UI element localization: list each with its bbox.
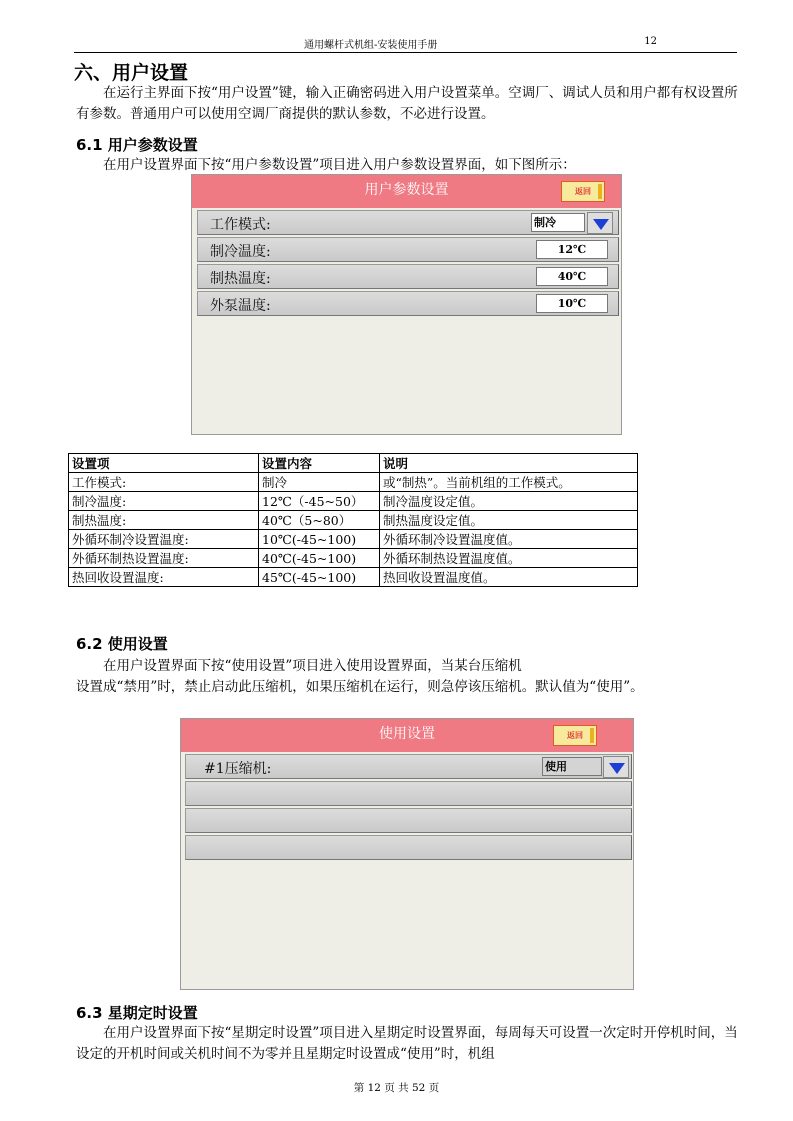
user-param-panel-title: 用户参数设置	[364, 182, 449, 198]
param-row-pump-temp	[197, 291, 619, 316]
table-cell: 制冷	[259, 473, 380, 492]
param-label: 外泵温度:	[210, 298, 271, 314]
table-row	[69, 530, 638, 549]
heat-temp-input[interactable]: 40℃	[536, 267, 608, 286]
table-cell: 或“制热”。当前机组的工作模式。	[380, 473, 638, 492]
table-cell: 热回收设置温度:	[69, 568, 259, 587]
table-cell: 10℃(-45~100)	[259, 530, 380, 549]
usage-row-empty	[185, 808, 632, 833]
table-cell: 制冷温度:	[69, 492, 259, 511]
table-cell: 外循环制热设置温度:	[69, 549, 259, 568]
usage-row-empty	[185, 781, 632, 806]
return-button[interactable]: 返回	[553, 725, 597, 746]
table-cell: 制热温度:	[69, 511, 259, 530]
table-header-row	[69, 454, 638, 473]
table-cell: 12℃（-45~50）	[259, 492, 380, 511]
table-cell: 外循环制冷设置温度值。	[380, 530, 638, 549]
section-6-2-title: 6.2 使用设置	[76, 635, 168, 653]
section-6-intro: 在运行主界面下按“用户设置”键，输入正确密码进入用户设置菜单。空调厂、调试人员和用户都有权设置所有参数。普通用户可以使用空调厂商提供的默认参数，不必进行设置。	[76, 85, 738, 122]
work-mode-select[interactable]: 制冷	[531, 213, 585, 232]
usage-panel-title: 使用设置	[379, 726, 435, 742]
table-cell: 外循环制热设置温度值。	[380, 549, 638, 568]
section-6-1-title: 6.1 用户参数设置	[76, 136, 198, 154]
table-cell: 外循环制冷设置温度:	[69, 530, 259, 549]
compressor-label: #1压缩机:	[204, 761, 272, 777]
section-6-title: 六、用户设置	[74, 62, 189, 84]
section-6-2-intro-line1: 在用户设置界面下按“使用设置”项目进入使用设置界面，当某台压缩机	[103, 658, 522, 674]
param-row-cool-temp	[197, 237, 619, 262]
table-row	[69, 511, 638, 530]
section-6-1-intro: 在用户设置界面下按“用户参数设置”项目进入用户参数设置界面，如下图所示：	[103, 157, 576, 173]
settings-table	[68, 453, 638, 587]
page-header	[74, 33, 737, 53]
table-cell: 制热温度设定值。	[380, 511, 638, 530]
table-cell: 工作模式:	[69, 473, 259, 492]
param-row-heat-temp	[197, 264, 619, 289]
return-button[interactable]: 返回	[561, 181, 605, 202]
table-cell: 热回收设置温度值。	[380, 568, 638, 587]
usage-row-compressor-1	[185, 754, 632, 779]
header-title: 通用螺杆式机组-安装使用手册	[304, 40, 438, 51]
user-param-panel-titlebar	[192, 175, 621, 208]
param-label: 工作模式:	[210, 217, 271, 233]
param-label: 制热温度:	[210, 271, 271, 287]
usage-row-empty	[185, 835, 632, 860]
compressor-1-select[interactable]: 使用	[542, 757, 602, 776]
pump-temp-input[interactable]: 10℃	[536, 294, 608, 313]
table-cell: 制冷温度设定值。	[380, 492, 638, 511]
usage-panel	[180, 718, 634, 990]
section-6-3-title: 6.3 星期定时设置	[76, 1004, 198, 1022]
dropdown-arrow-icon[interactable]	[603, 756, 629, 778]
table-cell: 40℃(-45~100)	[259, 549, 380, 568]
table-row	[69, 473, 638, 492]
table-header-cell: 设置内容	[259, 454, 380, 473]
table-row	[69, 568, 638, 587]
cool-temp-input[interactable]: 12℃	[536, 240, 608, 259]
page-footer: 第 12 页 共 52 页	[353, 1082, 440, 1094]
table-cell: 45℃(-45~100)	[259, 568, 380, 587]
param-row-work-mode	[197, 210, 619, 235]
table-header-cell: 说明	[380, 454, 638, 473]
table-header-cell: 设置项	[69, 454, 259, 473]
section-6-3-intro: 在用户设置界面下按“星期定时设置”项目进入星期定时设置界面，每周每天可设置一次定时开停机时间，当设定的开机时间或关机时间不为零并且星期定时设置成“使用”时，机组	[76, 1025, 738, 1062]
table-row	[69, 492, 638, 511]
param-label: 制冷温度:	[210, 244, 271, 260]
section-6-2-intro-rest: 设置成“禁用”时，禁止启动此压缩机，如果压缩机在运行，则急停该压缩机。默认值为“使用”。	[76, 679, 644, 695]
dropdown-arrow-icon[interactable]	[587, 212, 613, 234]
user-param-panel	[191, 174, 622, 435]
table-row	[69, 549, 638, 568]
header-page-number: 12	[644, 36, 657, 47]
table-cell: 40℃（5~80）	[259, 511, 380, 530]
